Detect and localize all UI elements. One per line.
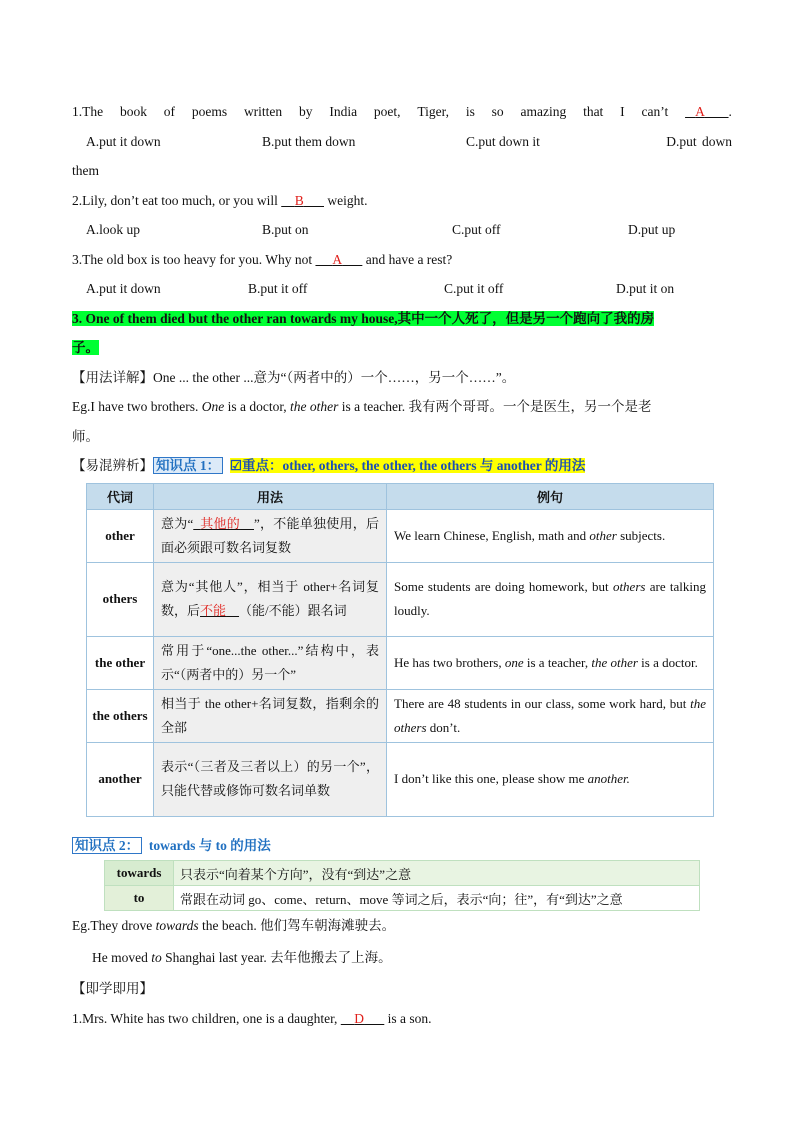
knowledge-point-2-title: towards 与 to 的用法 — [148, 837, 271, 853]
usage-label: 【用法详解】 — [72, 369, 153, 385]
usage-text: （能/不能）跟名词 — [239, 603, 347, 618]
usage-towards: 只表示“向着某个方向”，没有“到达”之意 — [174, 861, 700, 886]
q1-word: Tiger, — [417, 104, 449, 119]
q3-option-a[interactable]: A.put it down — [86, 281, 161, 296]
pronoun-others: others — [87, 562, 154, 636]
towards-to-table — [104, 860, 700, 911]
q1-word: of — [163, 104, 176, 119]
knowledge-point-1-title: ☑重点：other, others, the other, the others 与 another 的用法 — [229, 458, 586, 473]
example-text: He has two brothers, — [394, 654, 502, 670]
q1-word: poems — [191, 104, 228, 119]
q1-answer: A — [695, 104, 705, 119]
q1-word: 1.The — [72, 104, 104, 119]
q1-word: India — [329, 104, 358, 119]
example-emphasis: others — [612, 579, 646, 594]
example-text: Eg.They drove — [72, 918, 153, 933]
example-the-others — [387, 689, 714, 742]
confusion-label: 【易混辨析】 — [72, 458, 153, 473]
example-emphasis: the other — [591, 654, 638, 670]
example-emphasis: other — [589, 527, 617, 543]
q1-word: is — [465, 104, 475, 119]
table-row — [87, 562, 714, 636]
q2-tail: weight. — [327, 192, 368, 208]
knowledge-point-2-box: 知识点 2： — [72, 837, 142, 854]
practice-answer: D — [354, 1010, 365, 1026]
q2-option-b[interactable]: B.put on — [262, 222, 309, 237]
example-text: don’t. — [429, 719, 461, 735]
example-1-prefix: Eg.I have two brothers. — [72, 399, 199, 414]
q3-option-b[interactable]: B.put it off — [248, 281, 308, 296]
q1-option-c[interactable]: C.put down it — [466, 133, 540, 149]
example-the-other — [387, 636, 714, 689]
q1-word: written — [243, 104, 283, 119]
pronoun-other: other — [87, 509, 154, 562]
q3-options — [72, 274, 732, 304]
example-another — [387, 742, 714, 816]
q1-option-d-wrap: them — [72, 163, 99, 178]
q1-option-d[interactable]: D.put down — [666, 133, 732, 149]
q2-stem: 2.Lily, don’t eat too much, or you will — [72, 192, 278, 208]
knowledge-point-2-heading — [72, 831, 732, 861]
q3-answer-blank[interactable] — [315, 252, 362, 267]
key-sentence-zh-wrap: 子。 — [72, 340, 99, 355]
example-text: I don’t like this one, please show me — [394, 771, 585, 786]
example-text: is a teacher, — [526, 654, 589, 670]
example-towards — [72, 911, 732, 941]
example-emphasis: one — [504, 654, 524, 670]
q2-options — [72, 215, 732, 245]
table-row — [105, 861, 700, 886]
example-text: Shanghai last year. 去年他搬去了上海。 — [165, 949, 392, 965]
example-1 — [72, 392, 732, 422]
example-text: is a doctor. — [641, 654, 698, 670]
usage-explanation — [72, 363, 732, 393]
example-to — [72, 943, 732, 973]
q1-word: book — [119, 104, 147, 119]
key-sentence — [72, 304, 732, 334]
example-1-mid: is a doctor, — [227, 399, 287, 414]
usage-text: ”，不能单独使用，后面必须跟可数名词复数 — [161, 515, 379, 555]
q3-option-d[interactable]: D.put it on — [616, 281, 675, 296]
practice-label: 【即学即用】 — [72, 981, 153, 996]
usage-answer: 其他的 — [200, 515, 241, 531]
pronoun-another: another — [87, 742, 154, 816]
q1-answer-blank[interactable]: A . — [695, 104, 732, 119]
q1-word: by — [299, 104, 313, 119]
practice-question-1 — [72, 1004, 732, 1034]
question-3 — [72, 245, 732, 275]
example-1-wrap: 师。 — [72, 428, 99, 444]
key-sentence-en: 3. One of them died but the other ran towards my house, — [72, 310, 398, 326]
usage-answer: 不能 — [200, 603, 227, 618]
example-text: We learn Chinese, English, math and — [394, 527, 587, 543]
header-usage: 用法 — [154, 483, 387, 509]
usage-text: One ... the other ...意为“（两者中的）一个……，另一个……”。 — [153, 369, 516, 385]
table-row — [87, 689, 714, 742]
table-row — [87, 509, 714, 562]
knowledge-point-1-box: 知识点 1： — [153, 457, 223, 474]
example-text: He moved — [92, 949, 148, 965]
question-2 — [72, 186, 732, 216]
q3-option-c[interactable]: C.put it off — [444, 281, 504, 296]
pronoun-the-others: the others — [87, 689, 154, 742]
q1-option-a[interactable]: A.put it down — [86, 133, 161, 149]
table-row — [87, 636, 714, 689]
q1-word: so — [491, 104, 504, 119]
table-header-row — [87, 483, 714, 509]
key-sentence-zh: 其中一个人死了，但是另一个跑向了我的房 — [397, 310, 655, 326]
practice-answer-blank[interactable] — [341, 1011, 385, 1026]
usage-the-other: 常用于“one...the other...”结构中，表示“（两者中的）另一个” — [154, 636, 387, 689]
header-example: 例句 — [387, 483, 714, 509]
example-emphasis: another. — [587, 771, 630, 786]
header-pronoun: 代词 — [87, 483, 154, 509]
example-text: Some students are doing homework, but — [394, 579, 609, 594]
q3-answer: A — [332, 251, 343, 267]
example-1-the-other: the other — [290, 399, 339, 414]
q3-tail: and have a rest? — [365, 251, 453, 267]
q2-option-d[interactable]: D.put up — [628, 222, 676, 237]
example-others — [387, 562, 714, 636]
practice-stem: 1.Mrs. White has two children, one is a daughter, — [72, 1010, 338, 1026]
table-row — [105, 886, 700, 911]
q2-answer: B — [294, 192, 304, 208]
example-emphasis: the others — [394, 695, 706, 735]
key-sentence-wrap — [72, 333, 732, 363]
usage-to: 常跟在动词 go、come、return、move 等词之后，表示“向；往”，有“到达”之意 — [174, 886, 700, 911]
q1-word: I — [620, 104, 625, 119]
usage-other — [154, 509, 387, 562]
q1-word: amazing — [520, 104, 567, 119]
example-text: subjects. — [620, 527, 666, 543]
knowledge-point-1-heading — [72, 451, 732, 481]
practice-tail: is a son. — [387, 1010, 432, 1026]
q3-stem: 3.The old box is too heavy for you. Why not — [72, 251, 313, 267]
worksheet-page — [72, 97, 732, 1033]
q2-option-c[interactable]: C.put off — [452, 222, 501, 237]
q1-word: that — [583, 104, 604, 119]
example-text: the beach. 他们驾车朝海滩驶去。 — [202, 918, 396, 933]
q1-word: poet, — [373, 104, 401, 119]
word-towards: towards — [105, 861, 174, 886]
word-to: to — [105, 886, 174, 911]
pronoun-the-other: the other — [87, 636, 154, 689]
usage-text: 意为“其他人”，相当于 other+名词复数，后 — [161, 579, 379, 618]
example-text: There are 48 students in our class, some work hard, but — [394, 695, 687, 711]
q1-options — [72, 127, 732, 157]
example-emphasis: towards — [155, 918, 199, 933]
q2-answer-blank[interactable] — [281, 193, 324, 208]
example-1-tail: is a teacher. 我有两个哥哥。一个是医生，另一个是老 — [341, 399, 652, 414]
example-text: are talking loudly. — [394, 579, 707, 618]
q1-word: can’t — [641, 104, 669, 119]
table-row — [87, 742, 714, 816]
q2-option-a[interactable]: A.look up — [86, 222, 140, 237]
example-1-one: One — [201, 399, 225, 414]
question-1 — [72, 97, 732, 127]
usage-others — [154, 562, 387, 636]
usage-text: 意为“ — [161, 515, 194, 531]
example-emphasis: to — [151, 949, 162, 965]
usage-another: 表示“（三者及三者以上）的另一个”，只能代替或修饰可数名词单数 — [154, 742, 387, 816]
usage-the-others: 相当于 the other+名词复数，指剩余的全部 — [154, 689, 387, 742]
example-other — [387, 509, 714, 562]
pronoun-usage-table — [86, 483, 714, 817]
q1-option-b[interactable]: B.put them down — [262, 133, 356, 149]
